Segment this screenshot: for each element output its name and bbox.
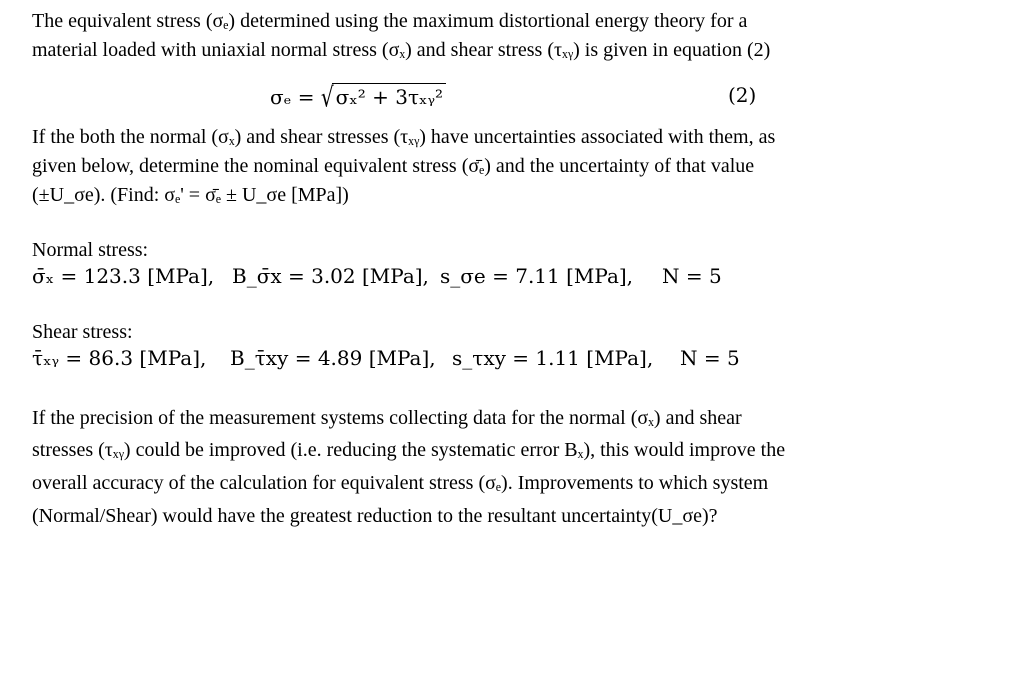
- square-root: √ σₓ² + 3τₓᵧ²: [321, 84, 446, 110]
- shear-heading: Shear stress:: [32, 321, 133, 343]
- question1-line-2: given below, determine the nominal equivalent stress (σ̄ₑ) and the uncertainty of that value: [32, 155, 755, 177]
- shear-sample-size: N = 5: [680, 346, 740, 370]
- question2-line-2: stresses (τₓᵧ) could be improved (i.e. reducing the systematic error Bₓ), this would improve the: [32, 439, 786, 461]
- normal-heading: Normal stress:: [32, 239, 149, 261]
- question1-line-1: If the both the normal (σₓ) and shear stresses (τₓᵧ) have uncertainties associated with them, as: [32, 126, 776, 148]
- intro-line-1: The equivalent stress (σₑ) determined using the maximum distortional energy theory for a: [32, 10, 748, 32]
- shear-std-dev: s_τxy = 1.11 [MPa],: [452, 346, 654, 370]
- question2-line-1: If the precision of the measurement systems collecting data for the normal (σₓ) and shear: [32, 407, 742, 429]
- question1-line-3: (±U_σe). (Find: σₑ' = σ̄ₑ ± U_σe [MPa]): [32, 184, 349, 206]
- shear-mean: τ̄ₓᵧ = 86.3 [MPa],: [32, 346, 207, 370]
- intro-line-2: material loaded with uniaxial normal stress (σₓ) and shear stress (τₓᵧ) is given in equation (2): [32, 39, 771, 61]
- normal-bias: B_σ̄x = 3.02 [MPa],: [232, 264, 429, 288]
- question2-line-4: (Normal/Shear) would have the greatest reduction to the resultant uncertainty(U_σe)?: [32, 505, 718, 527]
- equation-number: (2): [728, 83, 757, 107]
- normal-sample-size: N = 5: [662, 264, 722, 288]
- normal-std-dev: s_σe = 7.11 [MPa],: [440, 264, 634, 288]
- normal-mean: σ̄ₓ = 123.3 [MPa],: [32, 264, 215, 288]
- equation-lhs: σₑ =: [270, 85, 315, 109]
- equation-radicand: σₓ² + 3τₓᵧ²: [332, 83, 446, 109]
- shear-bias: B_τ̄xy = 4.89 [MPa],: [230, 346, 436, 370]
- equation: [270, 80, 446, 114]
- question2-line-3: overall accuracy of the calculation for equivalent stress (σₑ). Improvements to which system: [32, 472, 769, 494]
